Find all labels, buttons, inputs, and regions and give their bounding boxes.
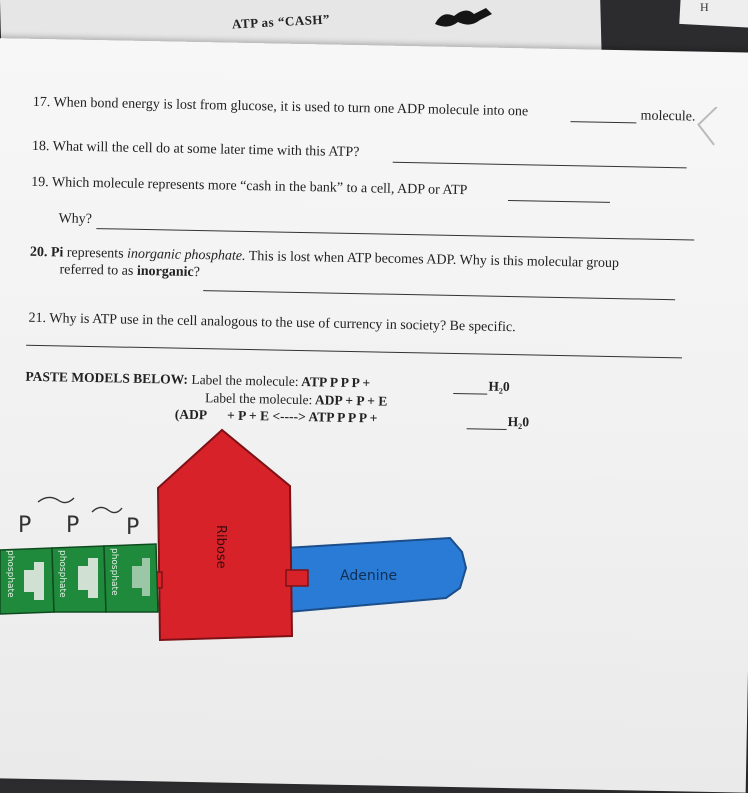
- question-17-tail: molecule.: [640, 108, 696, 125]
- phosphate-label-3: phosphate: [109, 548, 119, 596]
- adenine-label: Adenine: [340, 568, 398, 584]
- formula-adp: ADP + P + E: [314, 392, 388, 409]
- handwritten-annotations: [18, 497, 139, 540]
- question-text: Which molecule represents more “cash in the bank” to a cell, ADP or ATP: [51, 175, 468, 199]
- question-text: What will the cell do at some later time with this ATP?: [52, 139, 360, 161]
- question-number: 21.: [28, 310, 47, 327]
- paste-heading: PASTE MODELS BELOW:: [25, 368, 189, 387]
- adenine-piece: [285, 538, 466, 612]
- question-number: 18.: [31, 138, 50, 155]
- handwritten-p-2: P: [66, 513, 80, 538]
- question-text: ?: [193, 264, 201, 281]
- question-number: 17.: [32, 94, 51, 111]
- question-text: referred to as: [59, 262, 138, 279]
- term-pi: Pi: [50, 245, 64, 261]
- question-19-why: Why?: [58, 211, 93, 227]
- phosphate-label-1: phosphate: [5, 550, 15, 598]
- formula-atp: ATP P P P +: [301, 374, 371, 391]
- term-inorganic: inorganic: [136, 263, 194, 280]
- formula-equilibrium: + P + E <----> ATP P P P +: [226, 407, 378, 426]
- question-text: represents: [63, 245, 128, 262]
- question-number: 19.: [31, 174, 49, 191]
- question-text: When bond energy is lost from glucose, it is used to turn one ADP molecule into one: [53, 95, 529, 120]
- ribose-piece: [140, 430, 308, 640]
- handwritten-p-3: P: [126, 515, 140, 540]
- paste-label: Label the molecule:: [191, 371, 299, 389]
- formula-tail-3: H₂0: [507, 414, 530, 430]
- formula-tail-1: H₂0: [488, 378, 510, 395]
- question-text: Why is ATP use in the cell analogous to the use of currency in society? Be specific.: [49, 311, 516, 336]
- question-number: 20.: [29, 244, 48, 261]
- paste-label: Label the molecule:: [204, 390, 313, 408]
- background-sheet-title: ATP as “CASH”: [231, 11, 331, 32]
- term-inorganic-phosphate: inorganic phosphate.: [126, 246, 246, 264]
- phosphate-label-2: phosphate: [57, 550, 67, 598]
- handwritten-p-1: P: [18, 513, 32, 538]
- phosphate-chain: [0, 544, 158, 614]
- formula-adp-open: (ADP: [174, 406, 207, 423]
- question-text: This is lost when ATP becomes ADP. Why is this molecular group: [245, 248, 620, 272]
- ribose-label: Ribose: [213, 525, 228, 569]
- corner-letter: H: [700, 0, 709, 14]
